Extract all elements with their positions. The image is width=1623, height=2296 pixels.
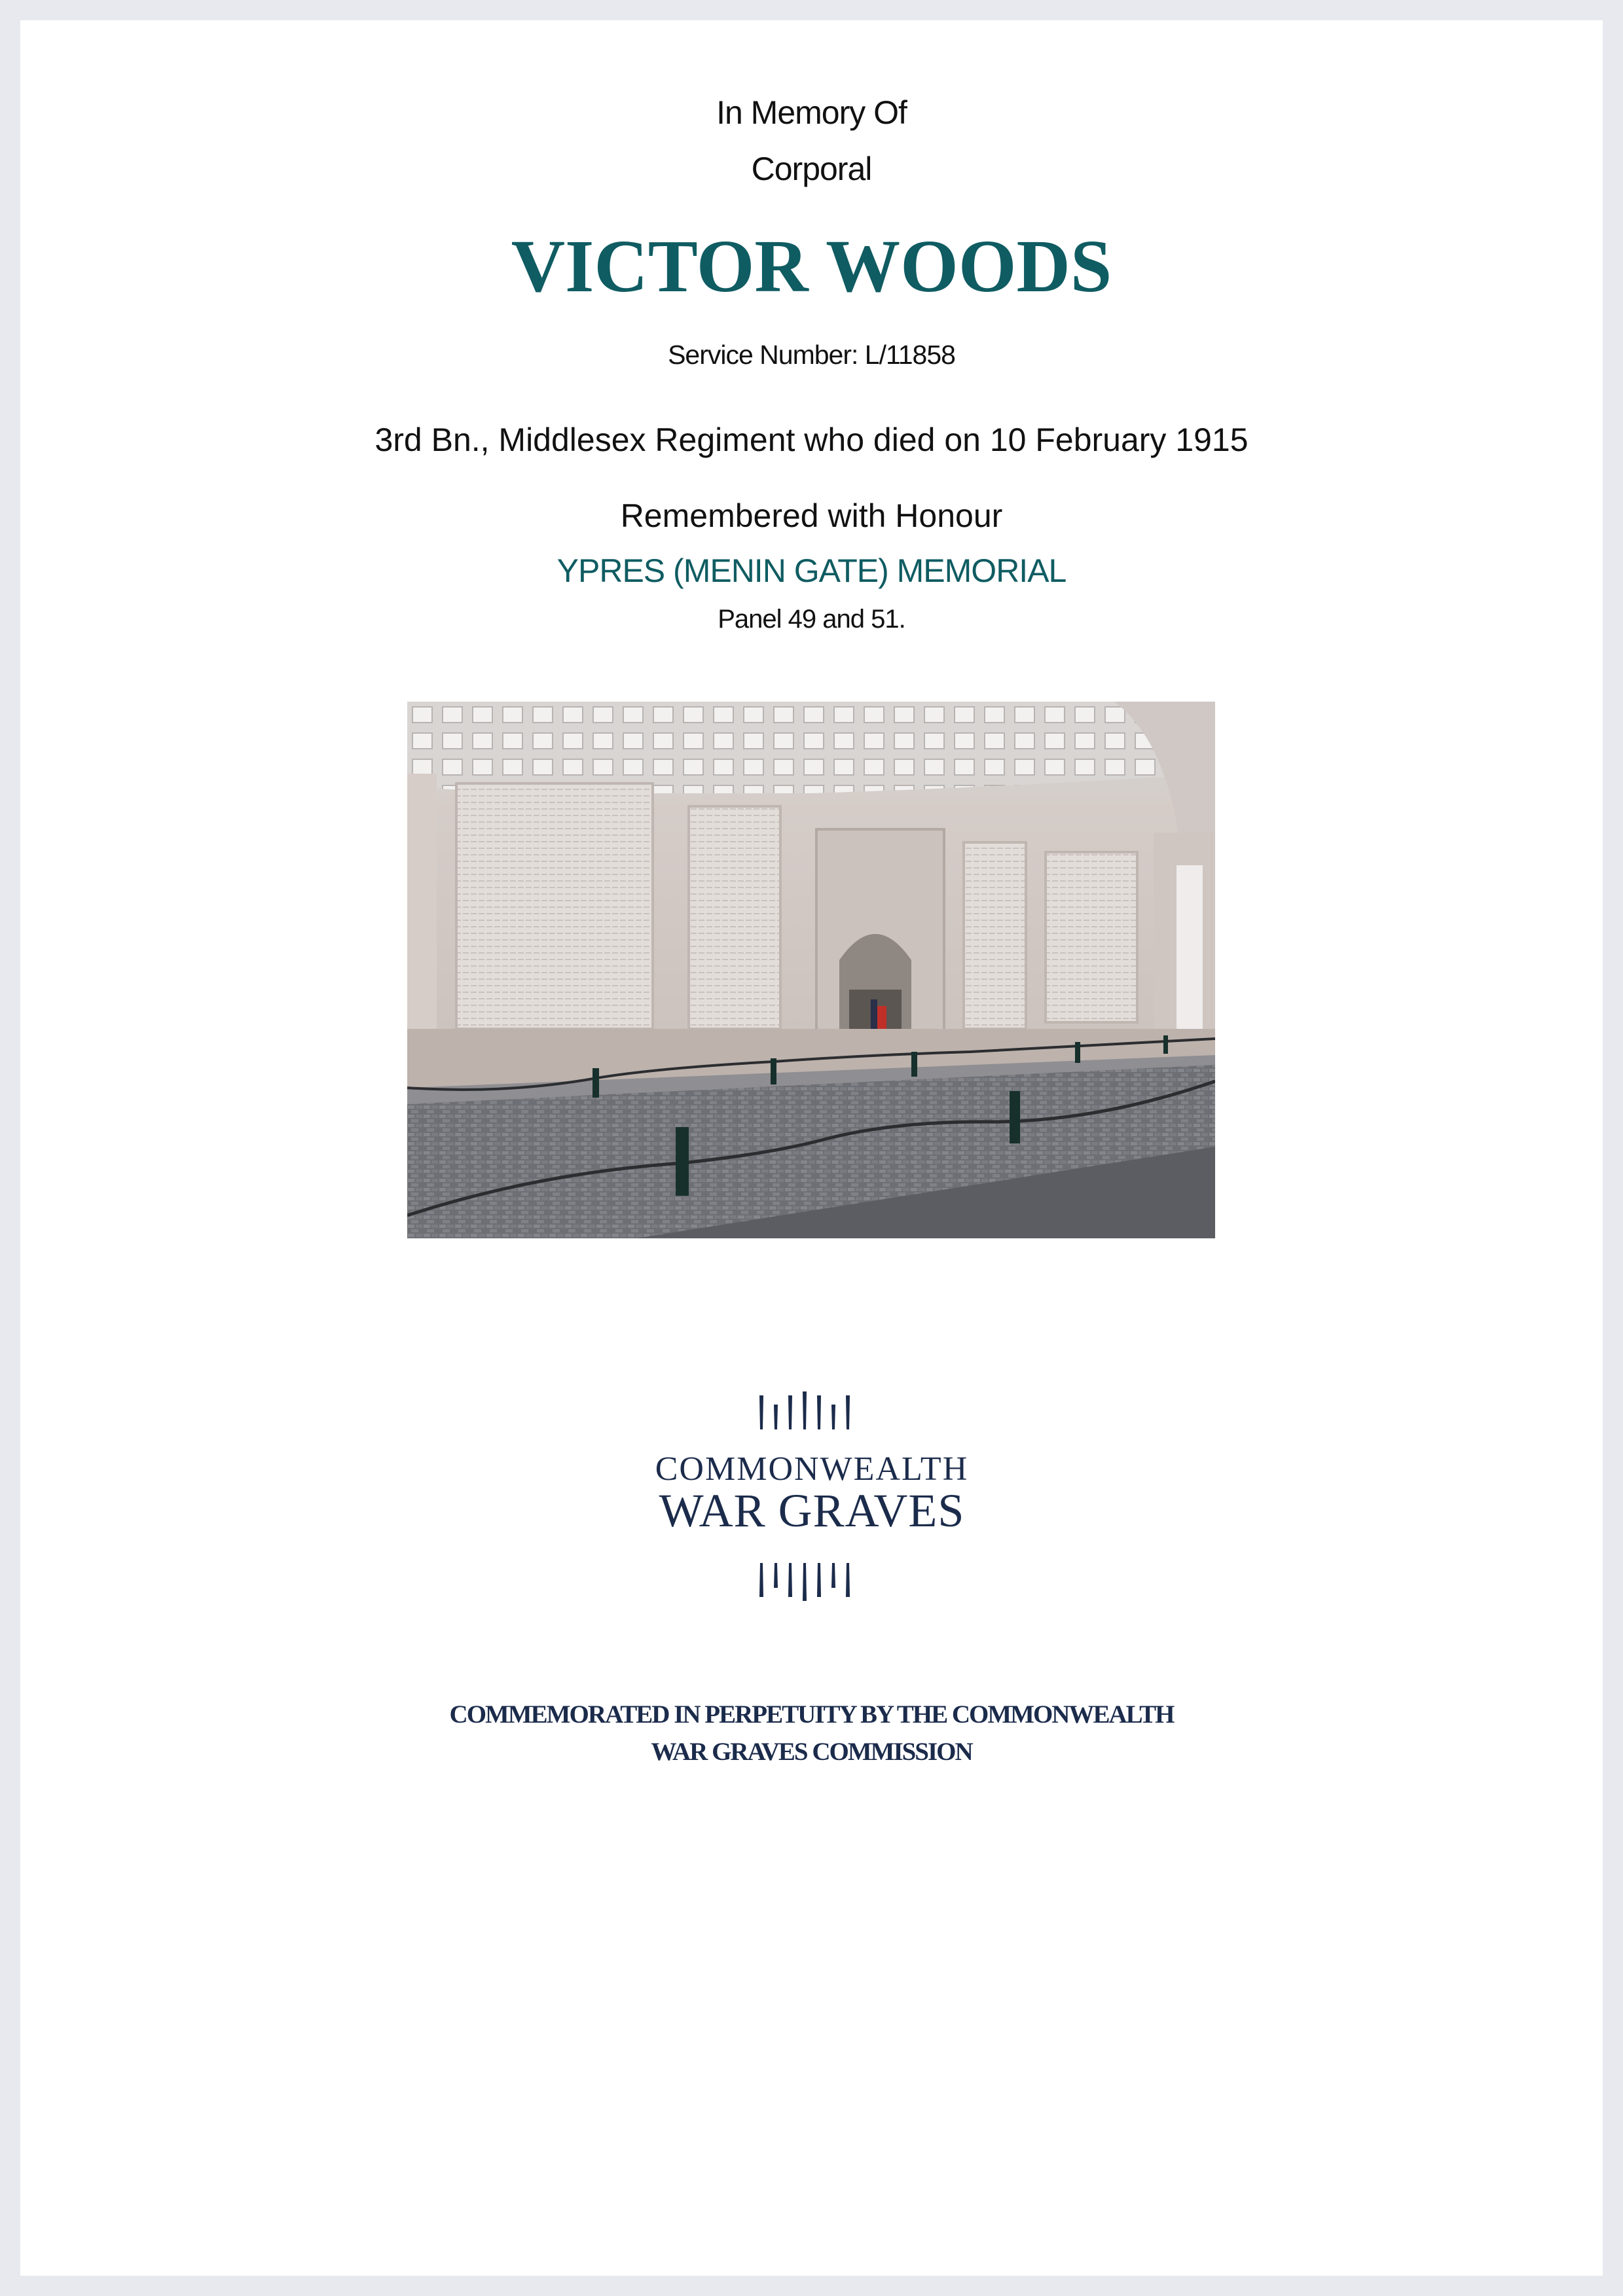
casualty-name: VICTOR WOODS — [511, 224, 1112, 308]
cwgc-logo — [20, 1391, 1603, 1601]
unit-line: 3rd Bn., Middlesex Regiment who died on 10 February 1915 — [374, 422, 1249, 458]
intro-text: In Memory Of — [716, 94, 907, 131]
memorial-photo — [407, 702, 1215, 1238]
commemorated-line2: WAR GRAVES COMMISSION — [651, 1738, 972, 1766]
rank-text: Corporal — [751, 151, 872, 187]
logo-line2: WAR GRAVES — [659, 1484, 964, 1537]
certificate-page — [20, 20, 1603, 2276]
commemorated-line1: COMMEMORATED IN PERPETUITY BY THE COMMONWEALTH — [449, 1700, 1174, 1729]
logo-bottom-marks-icon — [759, 1563, 850, 1601]
logo-line1: COMMONWEALTH — [655, 1450, 968, 1488]
remembered-text: Remembered with Honour — [620, 497, 1003, 534]
panel-text: Panel 49 and 51. — [718, 605, 905, 634]
logo-top-marks-icon — [759, 1391, 850, 1429]
memorial-name: YPRES (MENIN GATE) MEMORIAL — [556, 552, 1067, 589]
service-number: Service Number: L/11858 — [668, 340, 955, 370]
